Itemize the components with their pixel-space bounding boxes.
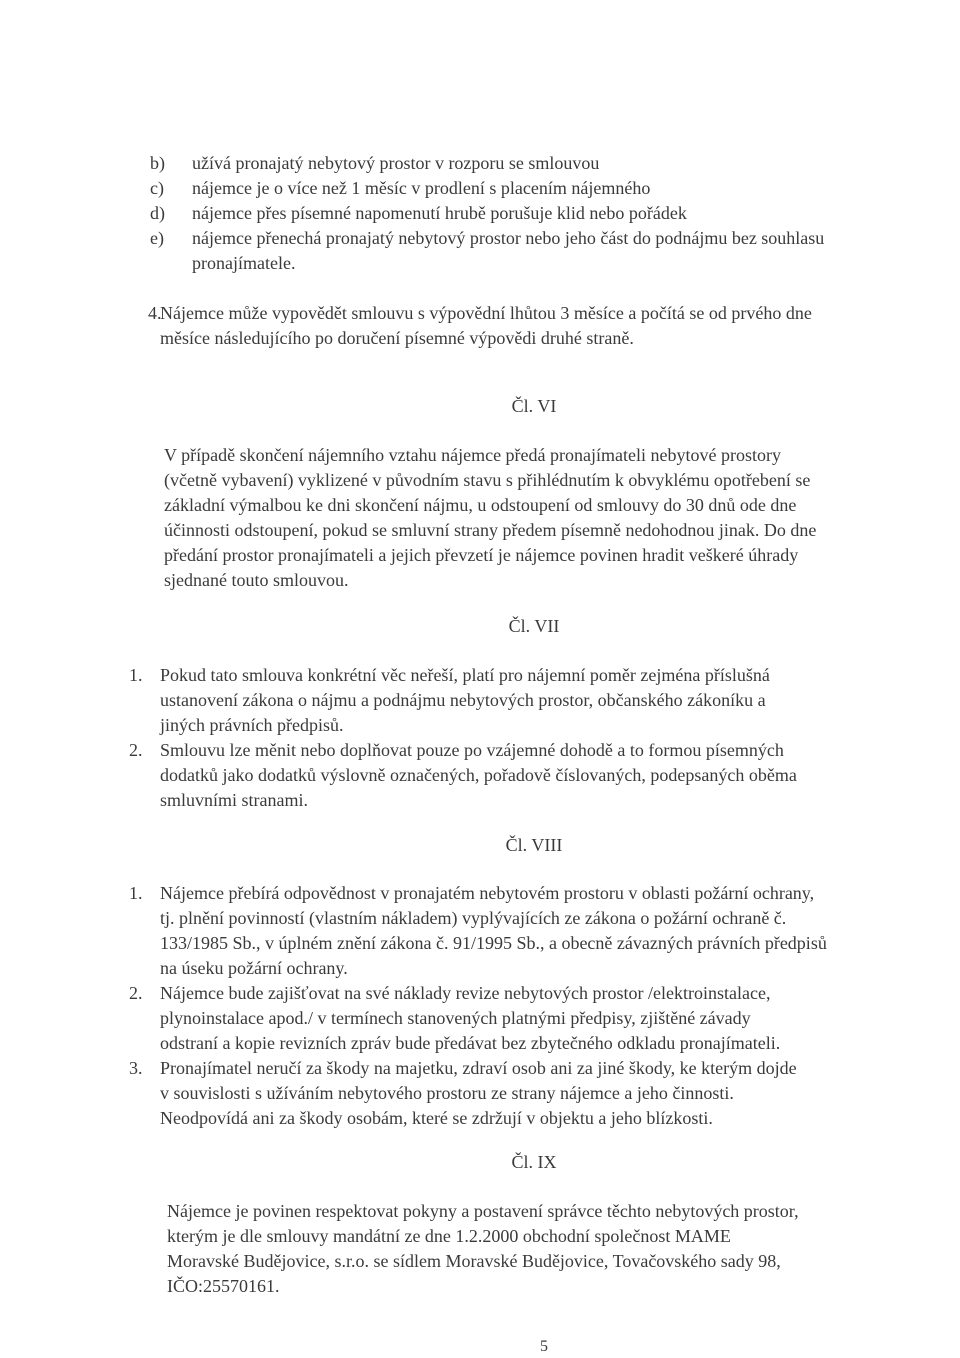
section-ix-line: Moravské Budějovice, s.r.o. se sídlem Moravské Budějovice, Tovačovského sady 98, — [167, 1251, 781, 1271]
item-4-text-cont: měsíce následujícího po doručení písemné výpovědi druhé straně. — [160, 328, 634, 348]
section-vi-line: předání prostor pronajímateli a jejich převzetí je nájemce povinen hradit veškeré úhrady — [164, 545, 799, 565]
section-ix-title: Čl. IX — [511, 1152, 557, 1172]
section-vi-line: sjednané touto smlouvou. — [164, 570, 349, 590]
section-vi-line: základní výmalbou ke dni skončení nájmu, u odstoupení od smlouvy do 30 dnů ode dne — [164, 495, 797, 515]
section-ix-line: Nájemce je povinen respektovat pokyny a postavení správce těchto nebytových prostor, — [167, 1201, 799, 1221]
section-viii-item-2-marker: 2. — [129, 983, 143, 1003]
section-vii-item-2-line: dodatků jako dodatků výslovně označených, pořadově číslovaných, podepsaných oběma — [160, 765, 797, 785]
list-item-c: nájemce je o více než 1 měsíc v prodlení s placením nájemného — [192, 178, 651, 198]
section-vii-item-1-line: ustanovení zákona o nájmu a podnájmu nebytových prostor, občanského zákoníku a — [160, 690, 766, 710]
list-marker-c: c) — [150, 178, 164, 198]
page-number: 5 — [540, 1338, 548, 1355]
section-viii-item-3-line: Pronajímatel neručí za škody na majetku, zdraví osob ani za jiné škody, ke kterým dojde — [160, 1058, 797, 1078]
section-viii-item-1-line: 133/1985 Sb., v úplném znění zákona č. 91/1995 Sb., a obecně závazných právních předpisů — [160, 933, 827, 953]
section-viii-item-2-line: plynoinstalace apod./ v termínech stanovených platnými předpisy, zjištěné závady — [160, 1008, 751, 1028]
list-item-e-cont: pronajímatele. — [192, 253, 296, 273]
section-vii-item-2-line: smluvními stranami. — [160, 790, 308, 810]
list-item-d: nájemce přes písemné napomenutí hrubě porušuje klid nebo pořádek — [192, 203, 687, 223]
section-viii-item-1-marker: 1. — [129, 883, 143, 903]
section-vii-item-1-line: Pokud tato smlouva konkrétní věc neřeší, platí pro nájemní poměr zejména příslušná — [160, 665, 770, 685]
section-viii-item-3-line: Neodpovídá ani za škody osobám, které se zdržují v objektu a jeho blízkosti. — [160, 1108, 713, 1128]
section-viii-item-2-line: Nájemce bude zajišťovat na své náklady revize nebytových prostor /elektroinstalace, — [160, 983, 771, 1003]
section-viii-title: Čl. VIII — [505, 835, 563, 855]
section-vi-title: Čl. VI — [511, 396, 557, 416]
list-item-b: užívá pronajatý nebytový prostor v rozporu se smlouvou — [192, 153, 600, 173]
list-marker-e: e) — [150, 228, 164, 248]
section-vii-title: Čl. VII — [508, 616, 560, 636]
section-viii-item-3-marker: 3. — [129, 1058, 143, 1078]
section-viii-item-1-line: Nájemce přebírá odpovědnost v pronajatém nebytovém prostoru v oblasti požární ochrany, — [160, 883, 815, 903]
item-4-text: Nájemce může vypovědět smlouvu s výpovědní lhůtou 3 měsíce a počítá se od prvého dne — [160, 303, 812, 323]
section-vii-item-1-marker: 1. — [129, 665, 143, 685]
section-vii-item-2-line: Smlouvu lze měnit nebo doplňovat pouze po vzájemné dohodě a to formou písemných — [160, 740, 784, 760]
section-vi-line: V případě skončení nájemního vztahu nájemce předá pronajímateli nebytové prostory — [164, 445, 781, 465]
list-marker-d: d) — [150, 203, 165, 223]
section-vii-item-2-marker: 2. — [129, 740, 143, 760]
list-item-e: nájemce přenechá pronajatý nebytový prostor nebo jeho část do podnájmu bez souhlasu — [192, 228, 825, 248]
section-vi-line: (včetně vybavení) vyklizené v původním stavu s přihlédnutím k obvyklému opotřebení se — [164, 470, 811, 490]
section-viii-item-2-line: odstraní a kopie revizních zpráv bude předávat bez zbytečného odkladu pronajímateli. — [160, 1033, 781, 1053]
section-ix-line: IČO:25570161. — [167, 1276, 280, 1296]
section-viii-item-1-line: tj. plnění povinností (vlastním nákladem) vyplývajících ze zákona o požární ochraně č. — [160, 908, 787, 928]
section-vii-item-1-line: jiných právních předpisů. — [160, 715, 344, 735]
list-marker-b: b) — [150, 153, 165, 173]
section-viii-item-3-line: v souvislosti s užíváním nebytového prostoru ze strany nájemce a jeho činnosti. — [160, 1083, 734, 1103]
section-ix-line: kterým je dle smlouvy mandátní ze dne 1.2.2000 obchodní společnost MAME — [167, 1226, 731, 1246]
section-vi-line: účinnosti odstoupení, pokud se smluvní strany předem písemně nedohodnou jinak. Do dne — [164, 520, 817, 540]
item-4-marker: 4. — [148, 303, 162, 323]
section-viii-item-1-line: na úseku požární ochrany. — [160, 958, 348, 978]
